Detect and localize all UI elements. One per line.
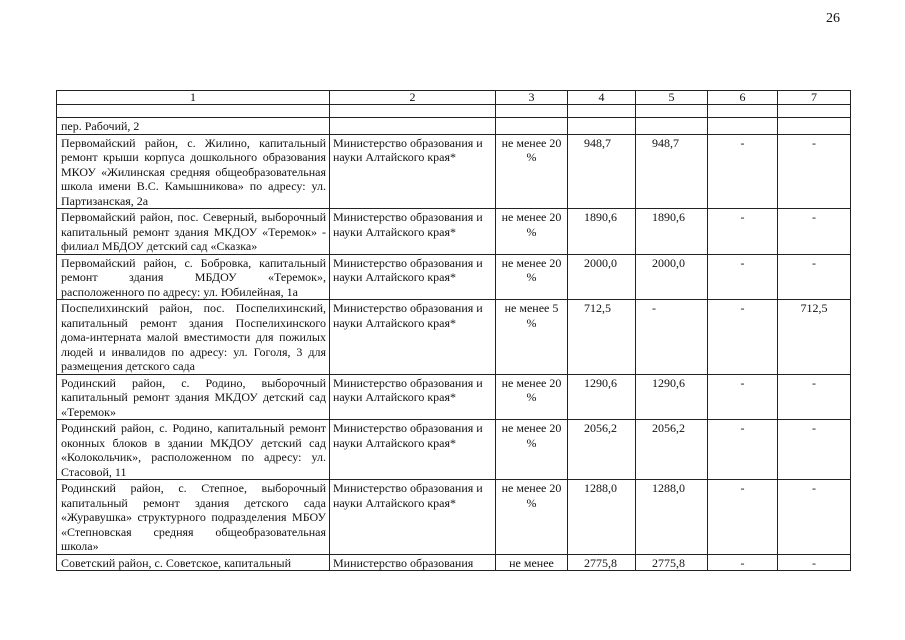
table-row bbox=[57, 374, 851, 420]
cell-description: Первомайский район, с. Бобровка, капитальный ремонт здания МБДОУ «Теремок», расположенного по адресу: ул. Юбилейная, 1а bbox=[57, 254, 330, 300]
program-table bbox=[56, 90, 851, 571]
cell-description: Советский район, с. Советское, капитальный bbox=[57, 554, 330, 571]
cell-description: Родинский район, с. Родино, выборочный капитальный ремонт здания МКДОУ детский сад «Теремок» bbox=[57, 374, 330, 420]
cell-col5: - bbox=[636, 300, 708, 375]
cell-executor: Министерство образования и науки Алтайского края* bbox=[330, 374, 496, 420]
cell-description: Поспелихинский район, пос. Поспелихинский, капитальный ремонт здания Поспелихинского дома-интерната малой вместимости для пожилых людей и инвалидов по адресу: ул. Гоголя, 3 для размещения детского сада bbox=[57, 300, 330, 375]
cell-col4: 1290,6 bbox=[568, 374, 636, 420]
cell-col6: - bbox=[708, 300, 778, 375]
continuation-cell: пер. Рабочий, 2 bbox=[57, 118, 330, 135]
cell-col7: - bbox=[778, 480, 851, 555]
cell-col5: 1890,6 bbox=[636, 209, 708, 255]
cell-cofinancing: не менее 20 % bbox=[496, 254, 568, 300]
cell-cofinancing: не менее 20 % bbox=[496, 420, 568, 480]
cell-executor: Министерство образования и науки Алтайского края* bbox=[330, 134, 496, 209]
cell-col4: 1288,0 bbox=[568, 480, 636, 555]
cell-executor: Министерство образования и науки Алтайского края* bbox=[330, 254, 496, 300]
cell-col6: - bbox=[708, 254, 778, 300]
continuation-row bbox=[57, 118, 851, 135]
cell-col4: 1890,6 bbox=[568, 209, 636, 255]
cell-col6: - bbox=[708, 420, 778, 480]
cell-cofinancing: не менее 20 % bbox=[496, 134, 568, 209]
cell-cofinancing: не менее 20 % bbox=[496, 209, 568, 255]
column-header-2: 2 bbox=[330, 91, 496, 105]
column-header-3: 3 bbox=[496, 91, 568, 105]
cell-col7: - bbox=[778, 254, 851, 300]
cell-col7: - bbox=[778, 134, 851, 209]
page-number: 26 bbox=[826, 11, 840, 26]
cell-executor: Министерство образования и науки Алтайского края* bbox=[330, 300, 496, 375]
cell-cofinancing: не менее 20 % bbox=[496, 374, 568, 420]
table-row bbox=[57, 254, 851, 300]
cell-col7: - bbox=[778, 374, 851, 420]
cell-col6: - bbox=[708, 480, 778, 555]
table-row bbox=[57, 209, 851, 255]
cell-col5: 948,7 bbox=[636, 134, 708, 209]
cell-col5: 2000,0 bbox=[636, 254, 708, 300]
cell-col4: 712,5 bbox=[568, 300, 636, 375]
cell-col6: - bbox=[708, 374, 778, 420]
cell-description: Первомайский район, с. Жилино, капитальный ремонт крыши корпуса дошкольного образования МКОУ «Жилинская средняя общеобразовательная школа имени В.С. Камышникова» по адресу: ул. Партизанская, 2а bbox=[57, 134, 330, 209]
cell-col6: - bbox=[708, 134, 778, 209]
column-header-4: 4 bbox=[568, 91, 636, 105]
cell-executor: Министерство образования и науки Алтайского края* bbox=[330, 480, 496, 555]
cell-executor: Министерство образования и науки Алтайского края* bbox=[330, 420, 496, 480]
cell-col7: 712,5 bbox=[778, 300, 851, 375]
cell-description: Родинский район, с. Степное, выборочный капитальный ремонт здания детского сада «Журавушка» структурного подразделения МБОУ «Степновская средняя общеобразовательная школа» bbox=[57, 480, 330, 555]
cell-col5: 1290,6 bbox=[636, 374, 708, 420]
table-row bbox=[57, 134, 851, 209]
cell-executor: Министерство образования и науки Алтайского края* bbox=[330, 209, 496, 255]
column-header-5: 5 bbox=[636, 91, 708, 105]
cell-col7: - bbox=[778, 209, 851, 255]
cell-col7: - bbox=[778, 420, 851, 480]
cell-cofinancing: не менее 20 % bbox=[496, 480, 568, 555]
cell-col4: 2000,0 bbox=[568, 254, 636, 300]
column-header-6: 6 bbox=[708, 91, 778, 105]
table-row bbox=[57, 554, 851, 571]
cell-executor: Министерство образования bbox=[330, 554, 496, 571]
cell-col6: - bbox=[708, 209, 778, 255]
column-header-1: 1 bbox=[57, 91, 330, 105]
cell-col6: - bbox=[708, 554, 778, 571]
cell-col5: 2775,8 bbox=[636, 554, 708, 571]
cell-description: Первомайский район, пос. Северный, выборочный капитальный ремонт здания МКДОУ «Теремок» - филиал МБДОУ детский сад «Сказка» bbox=[57, 209, 330, 255]
cell-col5: 2056,2 bbox=[636, 420, 708, 480]
cell-col4: 2056,2 bbox=[568, 420, 636, 480]
cell-col5: 1288,0 bbox=[636, 480, 708, 555]
table-row bbox=[57, 480, 851, 555]
table-row bbox=[57, 300, 851, 375]
cell-cofinancing: не менее bbox=[496, 554, 568, 571]
empty-row bbox=[57, 105, 851, 118]
header-row bbox=[57, 91, 851, 105]
cell-col4: 2775,8 bbox=[568, 554, 636, 571]
cell-cofinancing: не менее 5 % bbox=[496, 300, 568, 375]
cell-description: Родинский район, с. Родино, капитальный ремонт оконных блоков в здании МКДОУ детский сад «Колокольчик», расположенном по адресу: ул. Стасовой, 11 bbox=[57, 420, 330, 480]
cell-col4: 948,7 bbox=[568, 134, 636, 209]
table-row bbox=[57, 420, 851, 480]
column-header-7: 7 bbox=[778, 91, 851, 105]
cell-col7: - bbox=[778, 554, 851, 571]
